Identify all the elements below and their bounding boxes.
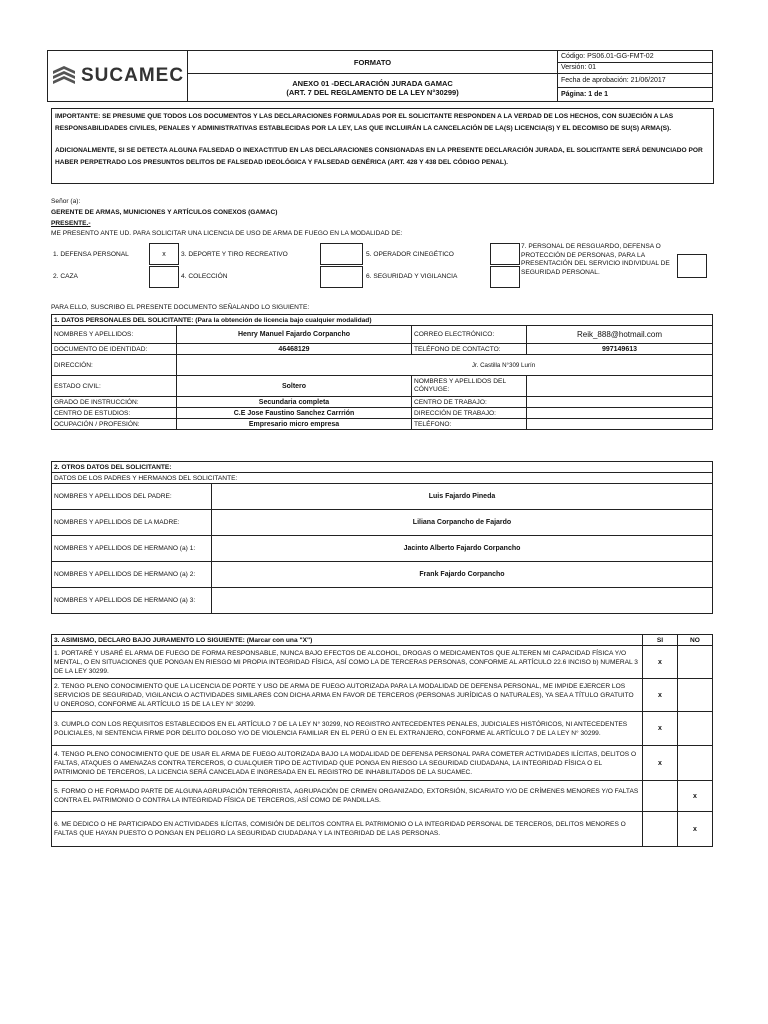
centro-trabajo-label: CENTRO DE TRABAJO: bbox=[412, 397, 527, 408]
approval-date: Fecha de aprobación: 21/06/2017 bbox=[558, 74, 713, 88]
modalidad-1-mark: x bbox=[162, 251, 166, 258]
doc-label: DOCUMENTO DE IDENTIDAD: bbox=[52, 344, 177, 355]
hermano-3-label: NOMBRES Y APELLIDOS DE HERMANO (a) 3: bbox=[52, 588, 212, 614]
ocupacion-field[interactable]: Empresario micro empresa bbox=[177, 419, 412, 430]
declaration-1-si[interactable]: x bbox=[643, 646, 678, 679]
hermano-1-label: NOMBRES Y APELLIDOS DE HERMANO (a) 1: bbox=[52, 536, 212, 562]
sucamec-logo-icon bbox=[51, 65, 77, 87]
gerente-label: GERENTE DE ARMAS, MUNICIONES Y ARTÍCULOS CONEXOS (GAMAC) bbox=[51, 209, 278, 216]
doc-field[interactable]: 46468129 bbox=[177, 344, 412, 355]
dir-trabajo-field[interactable] bbox=[527, 408, 713, 419]
important-paragraph-2: ADICIONALMENTE, SI SE DETECTA ALGUNA FALSEDAD O INEXACTITUD EN LAS DECLARACIONES CONSIGNADAS EN LA PRESENTE DECLARACIÓN JURADA, EL SOLICITANTE SERÁ DENUNCIADO POR HABER PERPETRADO LOS PRESUNTOS DELITOS DE FALSEDAD IDEOLÓGICA Y FALSEDAD GENÉRICA (ART. 428 Y 438 DEL CÓDIGO PENAL). bbox=[55, 147, 703, 166]
section-1-table bbox=[51, 314, 713, 430]
modalidad-4-checkbox[interactable] bbox=[320, 266, 363, 288]
declaration-6-no[interactable]: x bbox=[678, 812, 713, 847]
section-2-title: 2. OTROS DATOS DEL SOLICITANTE: bbox=[52, 462, 713, 473]
centro-estudios-field[interactable]: C.E Jose Faustino Sanchez Carrrión bbox=[177, 408, 412, 419]
page-number: Página: 1 de 1 bbox=[558, 88, 713, 102]
padre-label: NOMBRES Y APELLIDOS DEL PADRE: bbox=[52, 484, 212, 510]
important-paragraph-1: IMPORTANTE: SE PRESUME QUE TODOS LOS DOCUMENTOS Y LAS DECLARACIONES FORMULADAS POR EL SOLICITANTE RESPONDEN A LA VERDAD DE LOS HECHOS, CON SUJECIÓN A LAS RESPONSABILIDADES CIVILES, PENALES Y ADMINISTRATIVAS ESTABLECIDAS POR LA LEY, LAS QUE INCLUIRÁN LA CANCELACIÓN DE LA(S) LICENCIA(S) Y EL DECOMISO DE SU(S) ARMA(S). bbox=[55, 113, 674, 132]
para-ello-label: PARA ELLO, SUSCRIBO EL PRESENTE DOCUMENTO SEÑALANDO LO SIGUIENTE: bbox=[51, 304, 310, 311]
logo-text: SUCAMEC bbox=[81, 65, 185, 86]
form-title-line1: ANEXO 01 -DECLARACIÓN JURADA GAMAC bbox=[292, 78, 453, 88]
dir-field[interactable]: Jr. Castilla N°309 Lurín bbox=[177, 355, 713, 376]
modalidad-2-checkbox[interactable] bbox=[149, 266, 179, 288]
modalidad-3-checkbox[interactable] bbox=[320, 243, 363, 265]
declaration-5-text: 5. FORMO O HE FORMADO PARTE DE ALGUNA AGRUPACIÓN TERRORISTA, AGRUPACIÓN DE CRIMEN ORGANIZADO, EXTORSIÓN, SICARIATO Y/O DE CRÍMENES MENORES Y/O FALTAS CONTRA EL PATRIMONIO O CONTRA LA INTEGRIDAD FÍSICA DE TERCEROS, ASÍ COMO DE PANDILLAS. bbox=[52, 781, 643, 812]
form-version: Versión: 01 bbox=[558, 62, 713, 74]
grado-label: GRADO DE INSTRUCCIÓN: bbox=[52, 397, 177, 408]
form-code: Código: PS06.01-GG-FMT-02 bbox=[558, 51, 713, 63]
declaration-4-text: 4. TENGO PLENO CONOCIMIENTO QUE DE USAR EL ARMA DE FUEGO AUTORIZADA BAJO LA MODALIDAD DE DEFENSA PERSONAL PARA COMETER ACTIVIDADES ILÍCITAS, DELITOS O FALTAS, ATAQUES O AMENAZAS CONTRA TERCEROS, O CUALQUIER TIPO DE ACTIVIDAD QUE PONGA EN RIESGO LA SEGURIDAD CIUDADANA, LA INTEGRIDAD FÍSICA O EL PATRIMONIO DE TERCEROS, LA LICENCIA SERÁ CANCELADA E INGRESADA EN EL REGISTRO DE INHABILITADOS DE LA SUCAMEC. bbox=[52, 746, 643, 781]
nombres-field[interactable]: Henry Manuel Fajardo Corpancho bbox=[177, 326, 412, 344]
declaration-3-no[interactable] bbox=[678, 712, 713, 746]
declaration-5-si[interactable] bbox=[643, 781, 678, 812]
section-2-subtitle: DATOS DE LOS PADRES Y HERMANOS DEL SOLICITANTE: bbox=[52, 473, 713, 484]
declaration-4-no[interactable] bbox=[678, 746, 713, 781]
modalidad-1-label: 1. DEFENSA PERSONAL bbox=[53, 251, 129, 258]
grado-field[interactable]: Secundaria completa bbox=[177, 397, 412, 408]
si-header: SI bbox=[643, 635, 678, 646]
form-header bbox=[47, 50, 713, 102]
declaration-6-text: 6. ME DEDICO O HE PARTICIPADO EN ACTIVIDADES ILÍCITAS, COMISIÓN DE DELITOS CONTRA EL PATRIMONIO O LA INTEGRIDAD PERSONAL DE TERCEROS, DELITOS MENORES O FALTAS QUE HAYAN PUESTO O PONGAN EN PELIGRO LA SEGURIDAD CIUDADANA Y LA INTEGRIDAD DE LAS PERSONAS. bbox=[52, 812, 643, 847]
modalidad-5-label: 5. OPERADOR CINEGÉTICO bbox=[366, 251, 454, 258]
declaration-6-si[interactable] bbox=[643, 812, 678, 847]
hermano-2-field[interactable]: Frank Fajardo Corpancho bbox=[212, 562, 713, 588]
declaration-2-no[interactable] bbox=[678, 679, 713, 712]
correo-field[interactable]: Reik_888@hotmail.com bbox=[527, 326, 713, 344]
declaration-3-text: 3. CUMPLO CON LOS REQUISITOS ESTABLECIDOS EN EL ARTÍCULO 7 DE LA LEY N° 30299, NO REGISTRO ANTECEDENTES PENALES, JUDICIALES HISTÓRICOS, NI ANTECEDENTES POLICIALES, NI SENTENCIA FIRME POR DELITO DOLOSO Y/O DE VIOLENCIA FAMILIAR EN EL PERÚ O EN EL EXTRANJERO, CONFORME AL ARTÍCULO 7 DE LA LEY N° 30299. bbox=[52, 712, 643, 746]
hermano-2-label: NOMBRES Y APELLIDOS DE HERMANO (a) 2: bbox=[52, 562, 212, 588]
conyuge-field[interactable] bbox=[527, 376, 713, 397]
section-1-title: 1. DATOS PERSONALES DEL SOLICITANTE: (Para la obtención de licencia bajo cualquier modalidad) bbox=[52, 315, 713, 326]
important-notice bbox=[51, 108, 714, 184]
declaration-1-text: 1. PORTARÉ Y USARÉ EL ARMA DE FUEGO DE FORMA RESPONSABLE, NUNCA BAJO EFECTOS DE ALCOHOL, DROGAS O MEDICAMENTOS QUE ALTEREN MI CAPACIDAD FÍSICA Y/O MENTAL, O EN SITUACIONES QUE PONGAN EN RIESGO MI PROPIA INTEGRIDAD FÍSICA, ASÍ COMO LA DE TERCERAS PERSONAS, CONFORME AL ARTÍCULO 22.6 INCISO b) NUMERAL 3 DE LA LEY 30299. bbox=[52, 646, 643, 679]
dir-label: DIRECCIÓN: bbox=[52, 355, 177, 376]
section-3-table bbox=[51, 634, 713, 847]
madre-field[interactable]: Liliana Corpancho de Fajardo bbox=[212, 510, 713, 536]
form-title-line2: (ART. 7 DEL REGLAMENTO DE LA LEY N°30299) bbox=[286, 87, 459, 97]
presente-label: PRESENTE.- bbox=[51, 220, 91, 227]
tel-label: TELÉFONO DE CONTACTO: bbox=[412, 344, 527, 355]
correo-label: CORREO ELECTRÓNICO: bbox=[412, 326, 527, 344]
declaration-3-si[interactable]: x bbox=[643, 712, 678, 746]
declaration-2-si[interactable]: x bbox=[643, 679, 678, 712]
modalidad-2-label: 2. CAZA bbox=[53, 273, 78, 280]
no-header: NO bbox=[678, 635, 713, 646]
me-presento-label: ME PRESENTO ANTE UD. PARA SOLICITAR UNA LICENCIA DE USO DE ARMA DE FUEGO EN LA MODALIDAD DE: bbox=[51, 230, 403, 237]
nombres-label: NOMBRES Y APELLIDOS: bbox=[52, 326, 177, 344]
modalidad-3-label: 3. DEPORTE Y TIRO RECREATIVO bbox=[181, 251, 288, 258]
civil-field[interactable]: Soltero bbox=[177, 376, 412, 397]
tel-field[interactable]: 997149613 bbox=[527, 344, 713, 355]
modalidad-5-checkbox[interactable] bbox=[490, 243, 520, 265]
section-3-title: 3. ASIMISMO, DECLARO BAJO JURAMENTO LO SIGUIENTE: (Marcar con una "X") bbox=[52, 635, 643, 646]
modalidad-6-label: 6. SEGURIDAD Y VIGILANCIA bbox=[366, 273, 458, 280]
form-title bbox=[188, 74, 558, 102]
modalidad-7-checkbox[interactable] bbox=[677, 254, 707, 278]
declaration-1-no[interactable] bbox=[678, 646, 713, 679]
centro-trabajo-field[interactable] bbox=[527, 397, 713, 408]
centro-estudios-label: CENTRO DE ESTUDIOS: bbox=[52, 408, 177, 419]
section-2-table bbox=[51, 461, 713, 614]
declaration-5-no[interactable]: x bbox=[678, 781, 713, 812]
dir-trabajo-label: DIRECCIÓN DE TRABAJO: bbox=[412, 408, 527, 419]
hermano-1-field[interactable]: Jacinto Alberto Fajardo Corpancho bbox=[212, 536, 713, 562]
modalidad-1-checkbox[interactable] bbox=[149, 243, 179, 265]
formato-label: FORMATO bbox=[188, 51, 558, 74]
declaration-4-si[interactable]: x bbox=[643, 746, 678, 781]
senor-label: Señor (a): bbox=[51, 198, 81, 205]
hermano-3-field[interactable] bbox=[212, 588, 713, 614]
logo-cell bbox=[48, 51, 188, 102]
padre-field[interactable]: Luis Fajardo Pineda bbox=[212, 484, 713, 510]
civil-label: ESTADO CIVIL: bbox=[52, 376, 177, 397]
modalidad-7-label: 7. PERSONAL DE RESGUARDO, DEFENSA O PROTECCIÓN DE PERSONAS, PARA LA PRESENTACIÓN DEL SERVICIO INDIVIDUAL DE SEGURIDAD PERSONAL. bbox=[521, 243, 670, 276]
telefono-field[interactable] bbox=[527, 419, 713, 430]
modalidad-4-label: 4. COLECCIÓN bbox=[181, 273, 228, 280]
ocupacion-label: OCUPACIÓN / PROFESIÓN: bbox=[52, 419, 177, 430]
modalidad-6-checkbox[interactable] bbox=[490, 266, 520, 288]
madre-label: NOMBRES Y APELLIDOS DE LA MADRE: bbox=[52, 510, 212, 536]
conyuge-label: NOMBRES Y APELLIDOS DEL CÓNYUGE: bbox=[412, 376, 527, 397]
declaration-2-text: 2. TENGO PLENO CONOCIMIENTO QUE LA LICENCIA DE PORTE Y USO DE ARMA DE FUEGO AUTORIZADA PARA LA MODALIDAD DE DEFENSA PERSONAL, ME IMPIDE EJERCER LOS SERVICIOS DE SEGURIDAD, VIGILANCIA O ACTIVIDADES SIMILARES CON DICHA ARMA EN FAVOR DE TERCEROS (PERSONAS JURÍDICAS O NATURALES), YA SEA A TÍTULO GRATUITO U ONEROSO, CONFORME AL ARTÍCULO 15 DE LA LEY N° 30299. bbox=[52, 679, 643, 712]
telefono-label: TELÉFONO: bbox=[412, 419, 527, 430]
